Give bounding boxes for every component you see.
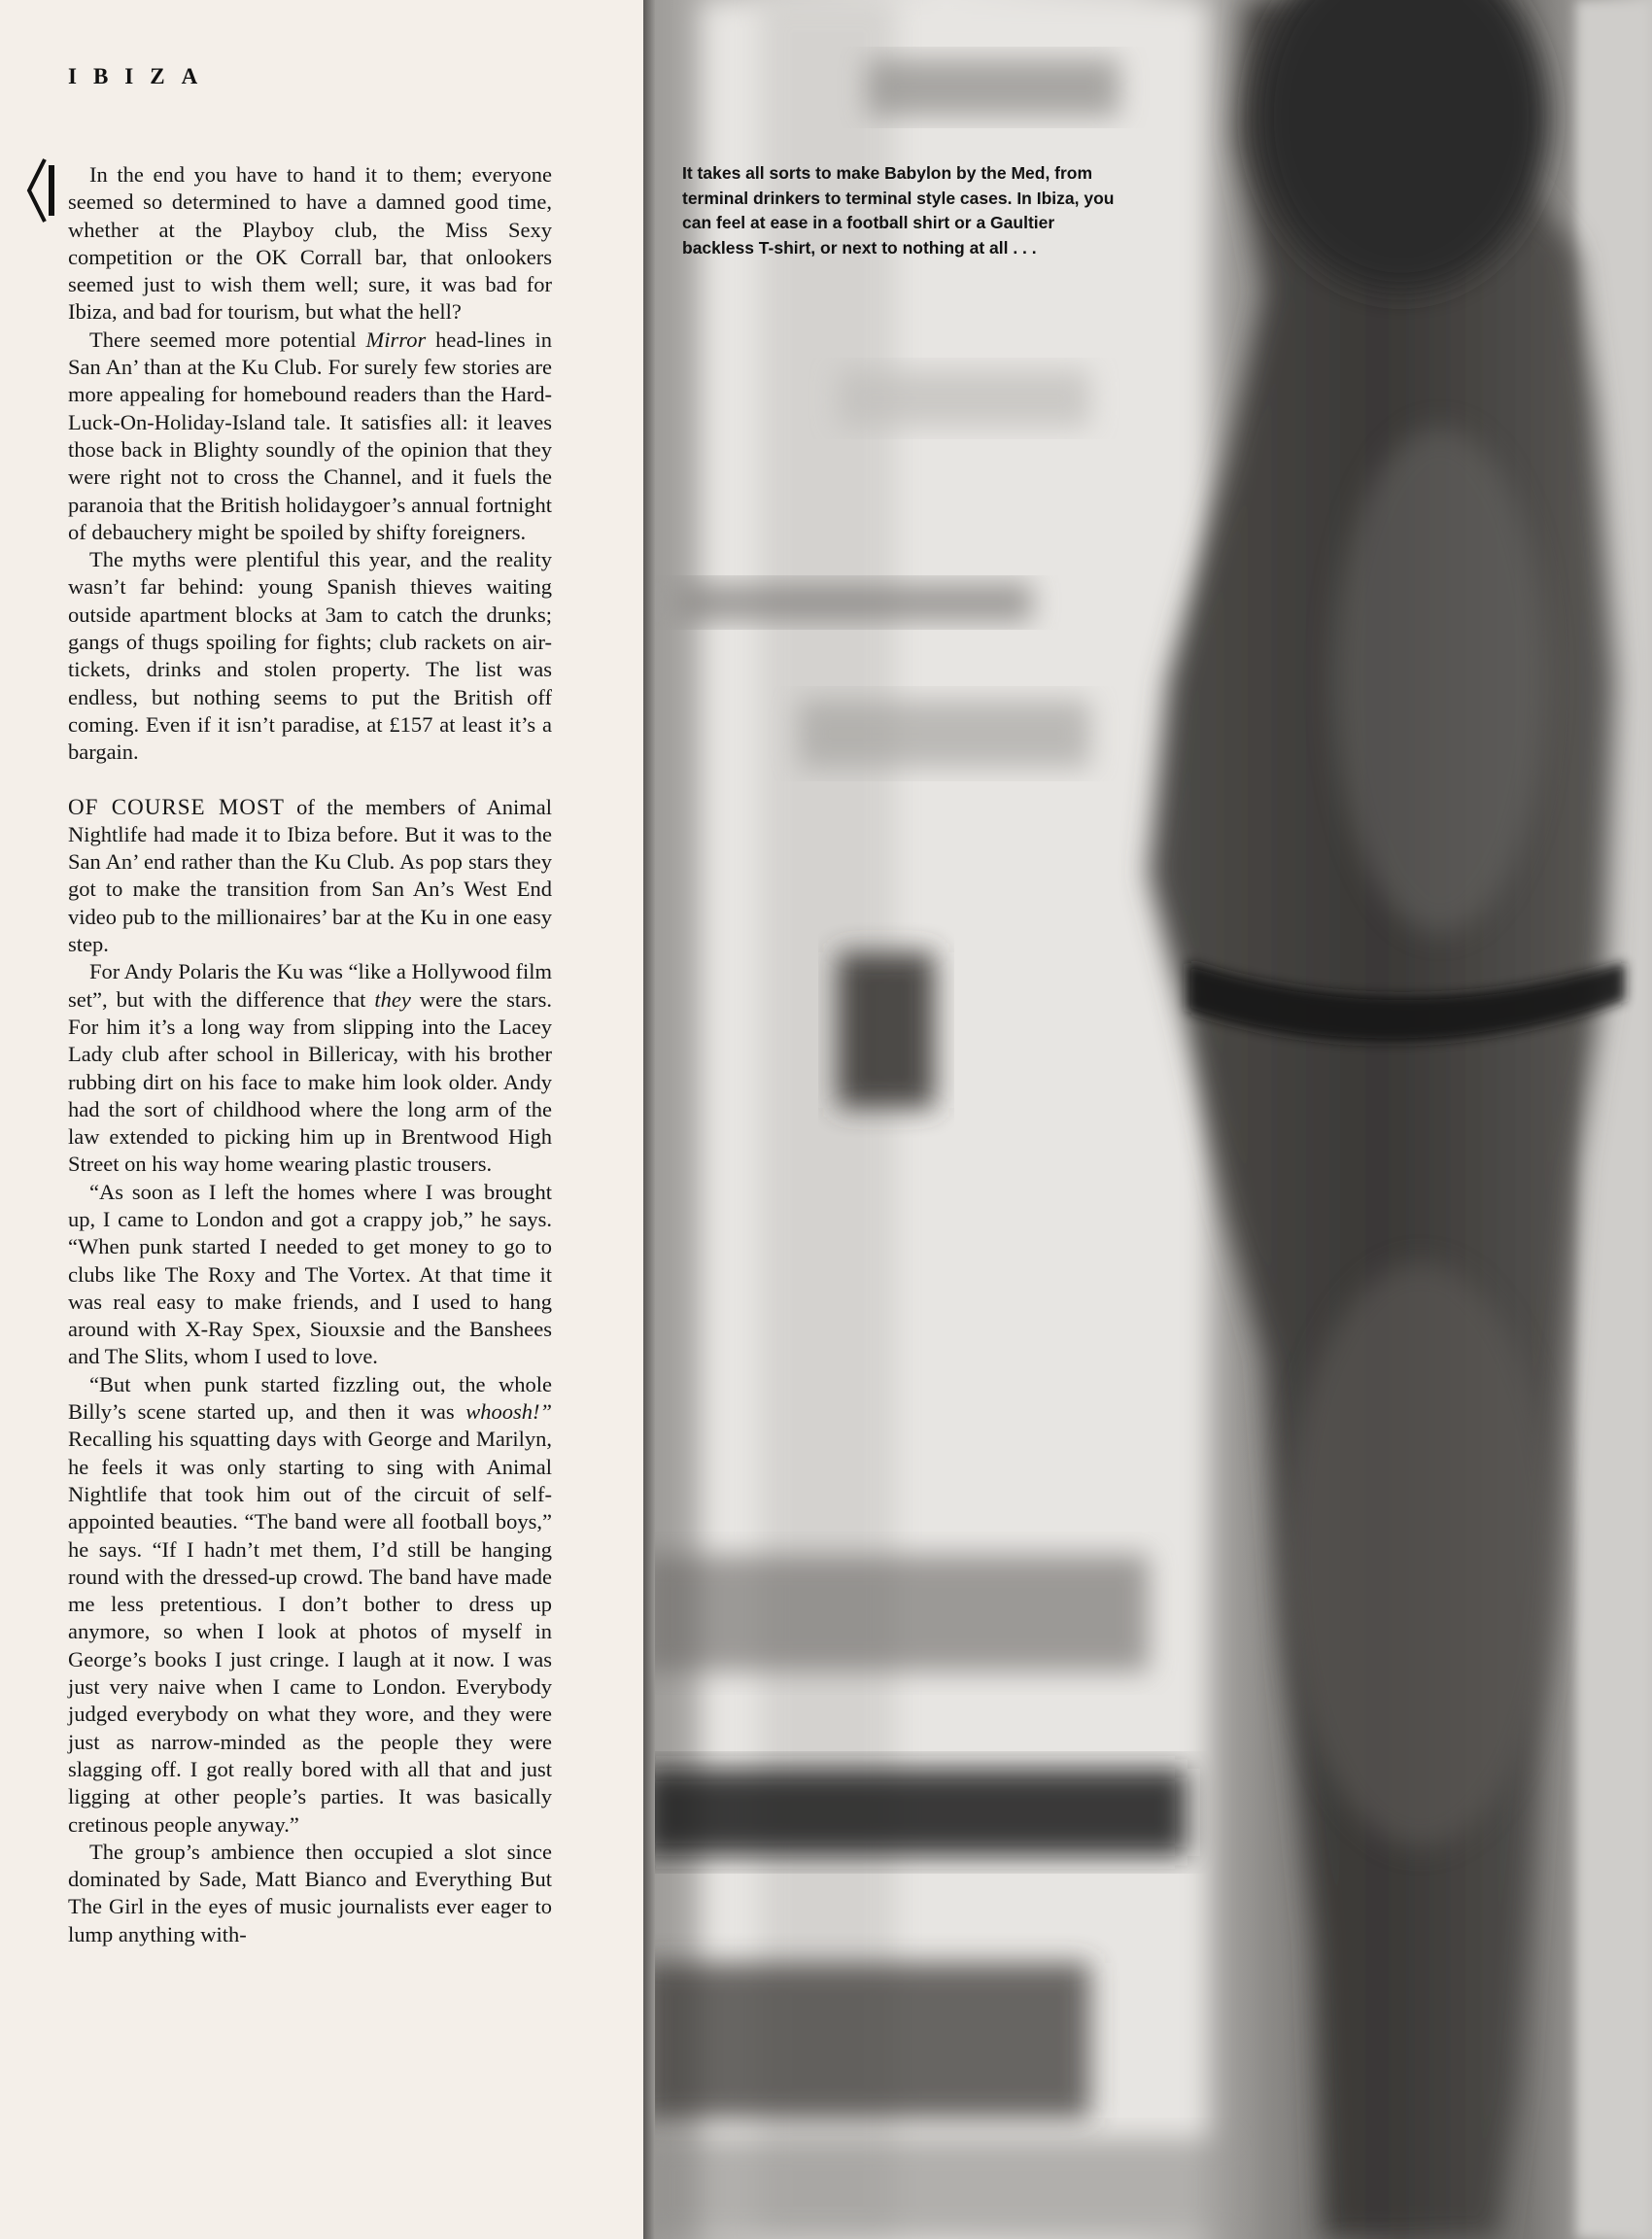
article-paragraph: In the end you have to hand it to them; everyone seemed so determined to have a damned good time, whether at the Playboy club, the Miss Sexy competition or the OK Corrall bar, that onlookers seemed just to wish them well; sure, it was bad for Ibiza, and bad for tourism, but what the hell?	[68, 162, 552, 325]
paragraph-text: For Andy Polaris the Ku was “like a Hollywood film set”, but with the difference that	[68, 959, 552, 1012]
article-paragraph: “As soon as I left the homes where I was brought up, I came to London and got a crappy job,” he says. “When punk started I needed to get money to go to clubs like The Roxy and The Vortex. At that time it was real easy to make friends, and I used to hang around with X-Ray Spex, Siouxsie and the Banshees and The Slits, whom I used to love.	[68, 1179, 552, 1369]
back-arrow-icon	[23, 155, 62, 225]
paragraph-italic: whoosh!”	[465, 1399, 553, 1425]
photo	[643, 0, 1652, 2239]
article-paragraph	[68, 1371, 552, 1839]
article-paragraph: The group’s ambience then occupied a slot since dominated by Sade, Matt Bianco and Everything But The Girl in the eyes of music journalists ever eager to lump anything with-	[68, 1839, 552, 1946]
paragraph-text: “But when punk started fizzling out, the whole Billy’s scene started up, and then it was	[68, 1371, 552, 1425]
paragraph-text: Recalling his squatting days with George and Marilyn, he feels it was only starting to sing with Animal Nightlife that took him out of the circuit of self-appointed beauties. “The band were all football boys,” he says. “If I hadn’t met them, I’d still be hanging round with the dressed-up crowd. The band have made me less pretentious. I don’t bother to dress up anymore, so when I look at photos of myself in George’s books I just cringe. I laugh at it now. I was just very naive when I came to London. Everybody judged everybody on what they wore, and they were just as narrow-minded as the people they were slagging off. I got really bored with all that and just ligging at other people’s parties. It was basically cretinous people anyway.”	[68, 1427, 552, 1837]
page-gutter	[643, 0, 655, 2239]
photo-caption: It takes all sorts to make Babylon by the Med, from terminal drinkers to terminal style cases. In Ibiza, you can feel at ease in a football shirt or a Gaultier backless T-shirt, or next to nothing at all . . .	[682, 163, 1115, 258]
article-paragraph	[68, 327, 552, 546]
paragraph-text: lines in San An’ than at the Ku Club. For surely few stories are more appealing for homebound readers than the Hard-Luck-On-Holiday-Island tale. It satisfies all: it leaves those back in Blighty soundly of the opinion that they were right not to cross the Channel, and it fuels the paranoia that the British holidaygoer’s annual fortnight of debauchery might be spoiled by shifty foreigners.	[68, 327, 553, 544]
photo-image	[643, 0, 1652, 2239]
article-paragraph	[68, 958, 552, 1178]
text-page	[0, 0, 643, 2239]
paragraph-lead: There seemed more potential	[89, 327, 357, 352]
article-paragraph: The myths were plentiful this year, and the reality wasn’t far behind: young Spanish thieves waiting outside apartment blocks at 3am to catch the drunks; gangs of thugs spoiling for fights; club rackets on air-tickets, drinks and stolen property. The list was endless, but nothing seems to put the British off coming. Even if it isn’t paradise, at £157 at least it’s a bargain.	[68, 547, 552, 765]
section-title: IBIZA	[68, 64, 215, 88]
paragraph-italic: they	[374, 986, 411, 1012]
paragraph-italic: Mirror	[365, 327, 427, 352]
paragraph-fragment: head-	[435, 327, 485, 352]
paragraph-text: of the members of Animal Nightlife had made it to Ibiza before. But it was to the San An’ end rather than the Ku Club. As pop stars they got to make the transition from San An’s West End video pub to the millionaires’ bar at the Ku in one easy step.	[68, 794, 553, 957]
section-lead-in: OF COURSE MOST	[68, 794, 285, 819]
paragraph-text: were the stars. For him it’s a long way from slipping into the Lacey Lady club after school in Billericay, with his brother rubbing dirt on his face to make him look older. Andy had the sort of childhood where the long arm of the law extended to picking him up in Brentwood High Street on his way home wearing plastic trousers.	[68, 986, 553, 1177]
article-body	[68, 161, 552, 1948]
article-paragraph	[68, 794, 552, 959]
